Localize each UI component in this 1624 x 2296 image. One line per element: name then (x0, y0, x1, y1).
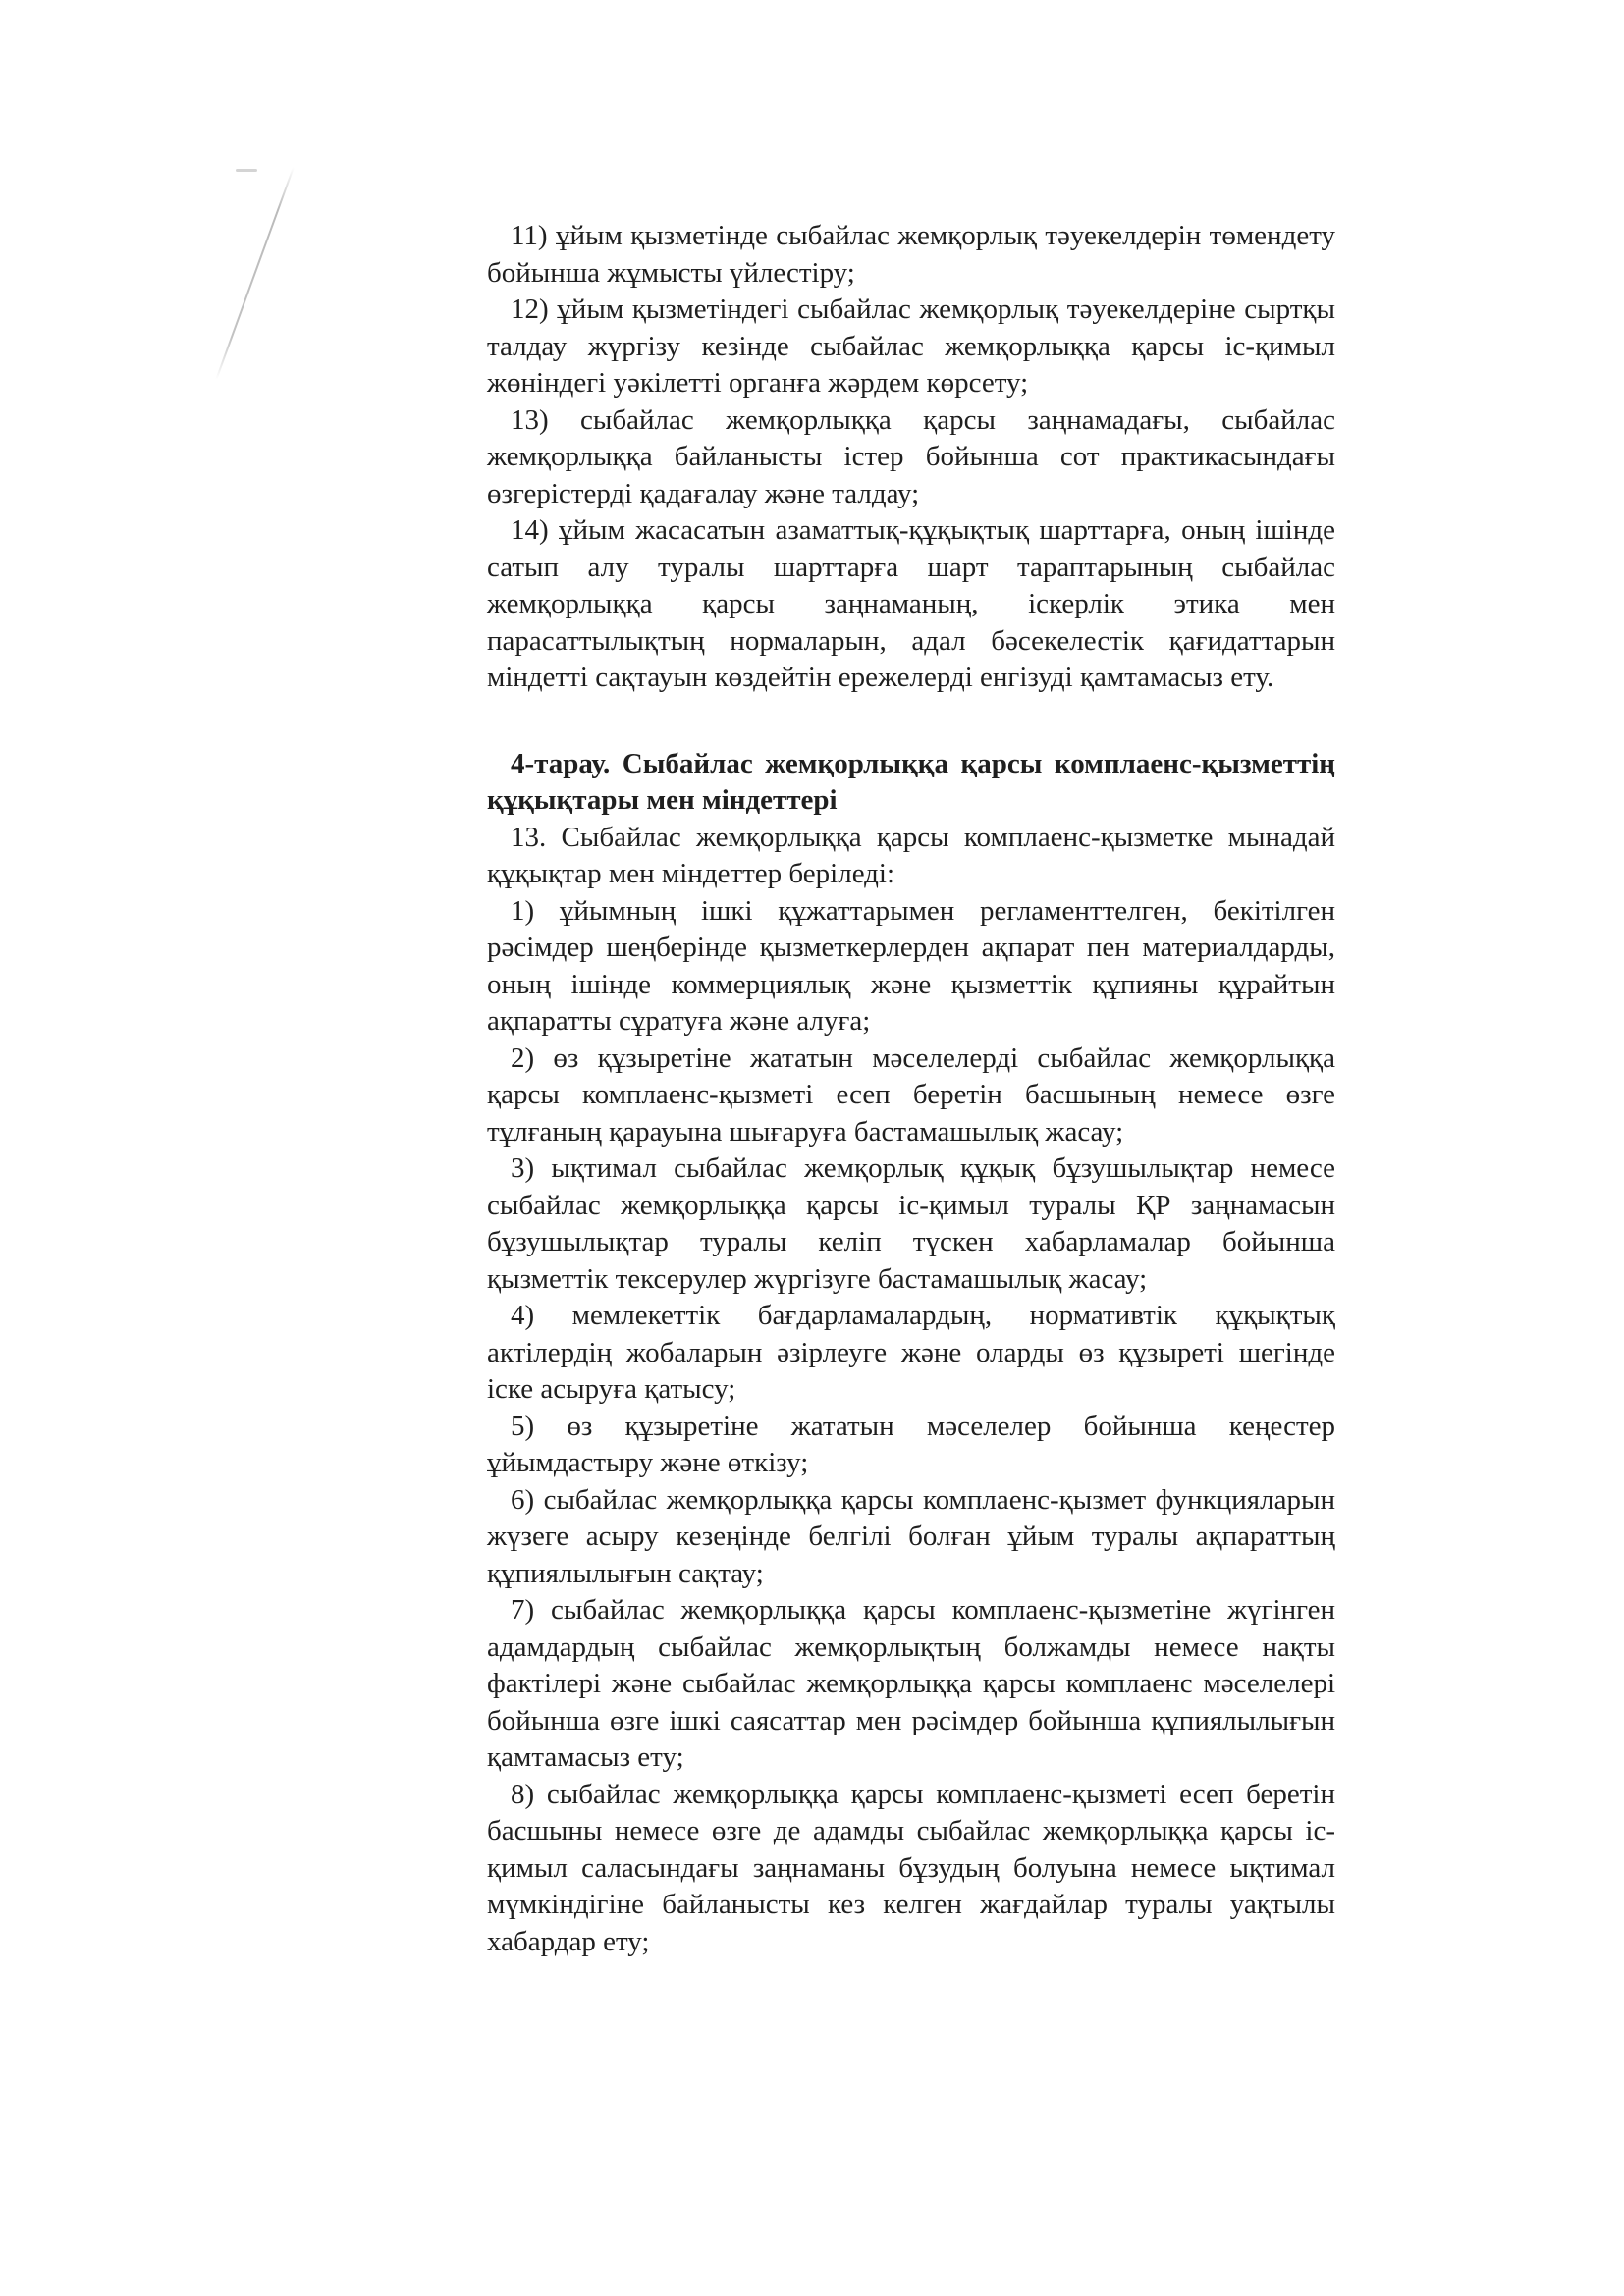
list-item-12: 12) ұйым қызметіндегі сыбайлас жемқорлық тәуекелдеріне сыртқы талдау жүргізу кезінде сыбайлас жемқорлыққа қарсы іс-қимыл жөніндегі уәкілетті органға жәрдем көрсету; (487, 294, 1335, 399)
duty-item-4: 4) мемлекеттік бағдарламалардың, нормативтік құқықтық актілердің жобаларын әзірлеуге және оларды өз құзыреті шегінде іске асыруға қатысу; (487, 1300, 1335, 1405)
list-item-11: 11) ұйым қызметінде сыбайлас жемқорлық тәуекелдерін төмендету бойынша жұмысты үйлестіру; (487, 220, 1335, 289)
section-heading: 4-тарау. Сыбайлас жемқорлыққа қарсы комплаенс-қызметтің құқықтары мен міндеттері (487, 747, 1335, 816)
clause-13: 13. Сыбайлас жемқорлыққа қарсы комплаенс-қызметке мынадай құқықтар мен міндеттер беріледі: (487, 821, 1335, 889)
list-item-14: 14) ұйым жасасатын азаматтық-құқықтық шарттарға, оның ішінде сатып алу туралы шарттарға шарт тараптарының сыбайлас жемқорлыққа қарсы заңнаманың, іскерлік этика мен парасаттылықтың нормаларын, адал бәсекелестік қағидаттарын міндетті сақтауын көздейтін ережелерді енгізуді қамтамасыз ету. (487, 514, 1335, 693)
duty-item-2: 2) өз құзыретіне жататын мәселелерді сыбайлас жемқорлыққа қарсы комплаенс-қызметі есеп беретін басшының немесе өзге тұлғаның қарауына шығаруға бастамашылық жасау; (487, 1041, 1335, 1148)
duty-item-5: 5) өз құзыретіне жататын мәселелер бойынша кеңестер ұйымдастыру және өткізу; (487, 1410, 1335, 1478)
duty-item-6: 6) сыбайлас жемқорлыққа қарсы комплаенс-қызмет функцияларын жүзеге асыру кезеңінде белгілі болған ұйым туралы ақпараттың құпиялылығын сақтау; (487, 1483, 1335, 1589)
duty-item-1: 1) ұйымның ішкі құжаттарымен регламенттелген, бекітілген рәсімдер шеңберінде қызметкерлерден ақпарат пен материалдарды, оның ішінде коммерциялық және қызметтік құпияны құрайтын ақпаратты сұратуға және алуға; (487, 894, 1335, 1037)
scan-artifact-dot (236, 169, 257, 172)
document-page (487, 218, 1335, 1960)
scan-artifact-line (215, 167, 295, 380)
list-item-13: 13) сыбайлас жемқорлыққа қарсы заңнамадағы, сыбайлас жемқорлыққа байланысты істер бойынша сот практикасындағы өзгерістерді қадағалау және талдау; (487, 403, 1335, 509)
duty-item-7: 7) сыбайлас жемқорлыққа қарсы комплаенс-қызметіне жүгінген адамдардың сыбайлас жемқорлықтың болжамды немесе нақты фактілері және сыбайлас жемқорлыққа қарсы комплаенс мәселелері бойынша өзге ішкі саясаттар мен рәсімдер бойынша құпиялылығын қамтамасыз ету; (487, 1594, 1335, 1773)
duty-item-3: 3) ықтимал сыбайлас жемқорлық құқық бұзушылықтар немесе сыбайлас жемқорлыққа қарсы іс-қимыл туралы ҚР заңнамасын бұзушылықтар туралы келіп түскен хабарламалар бойынша қызметтік тексерулер жүргізуге бастамашылық жасау; (487, 1152, 1335, 1295)
duty-item-8: 8) сыбайлас жемқорлыққа қарсы комплаенс-қызметі есеп беретін басшыны немесе өзге де адамды сыбайлас жемқорлыққа қарсы іс-қимыл саласындағы заңнаманы бұзудың болуына немесе ықтимал мүмкіндігіне байланысты кез келген жағдайлар туралы уақтылы хабардар ету; (487, 1778, 1335, 1957)
